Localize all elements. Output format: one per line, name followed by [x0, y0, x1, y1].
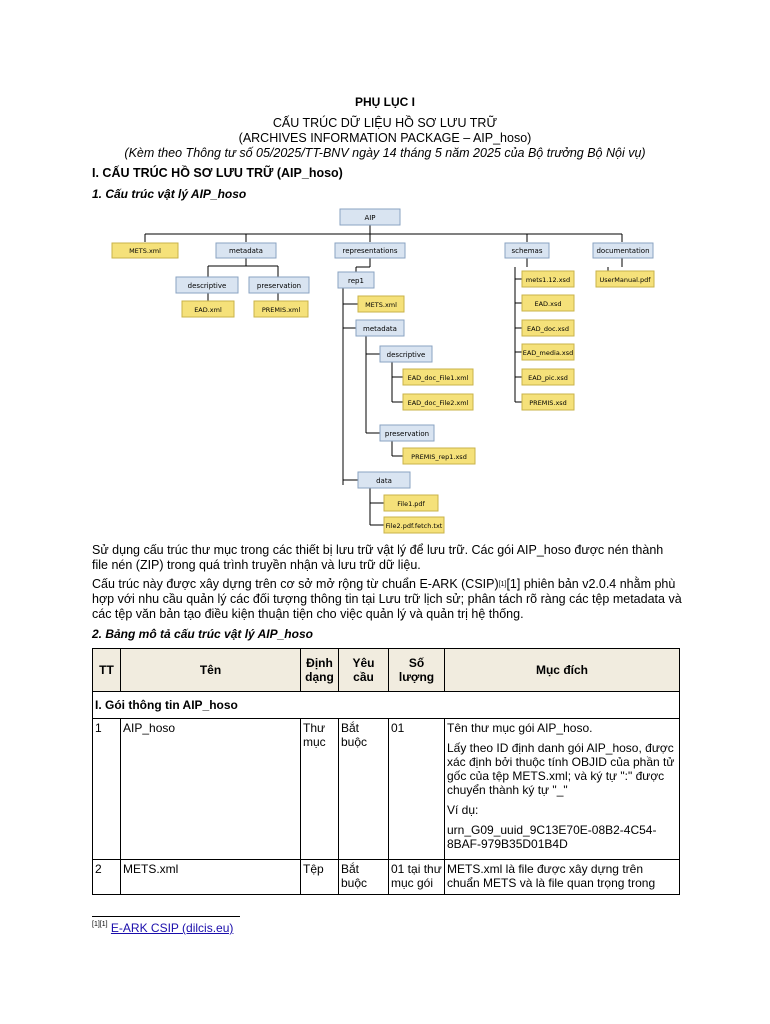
folder-structure-diagram [108, 205, 660, 537]
cell-tt: 1 [93, 719, 121, 860]
file-label: File2.pdf.fetch.txt [385, 522, 443, 530]
folder-label: preservation [384, 430, 430, 438]
document-subtitle: (ARCHIVES INFORMATION PACKAGE – AIP_hoso) [238, 131, 532, 145]
cell-quantity: 01 tại thư mục gói [389, 860, 445, 895]
cell-format: Tệp [301, 860, 339, 895]
table-row [93, 719, 680, 860]
footnote-mark: [1][1] [92, 921, 108, 928]
footnote-separator [92, 916, 240, 917]
table-section-row [93, 692, 680, 719]
purpose-line: urn_G09_uuid_9C13E70E-08B2-4C54-8BAF-979B35D01B4D [447, 823, 657, 851]
paragraph-storage: Sử dụng cấu trúc thư mục trong các thiết bị lưu trữ vật lý để lưu trữ. Các gói AIP_hoso được nén thành file nén (ZIP) trong quá trình truyền nhận và lưu trữ dữ liệu. [92, 543, 664, 572]
file-label: EAD.xml [194, 306, 222, 314]
file-label: PREMIS.xsd [529, 399, 567, 407]
purpose-line: Ví dụ: [447, 803, 479, 817]
folder-label: rep1 [348, 277, 364, 285]
purpose-line: Lấy theo ID định danh gói AIP_hoso, được xác định bởi thuộc tính OBJID của phần tử gốc của tệp METS.xml; và ký tự ":" được chuyển thành ký tự "_" [447, 741, 675, 797]
cell-format: Thư mục [301, 719, 339, 860]
folder-label: preservation [256, 282, 302, 290]
document-title: CẤU TRÚC DỮ LIỆU HỒ SƠ LƯU TRỮ [272, 116, 498, 130]
footnote-ref[interactable]: [1] [498, 581, 507, 588]
subsection-heading-1: 1. Cấu trúc vật lý AIP_hoso [92, 187, 247, 201]
cell-requirement: Bắt buộc [339, 860, 389, 895]
document-note: (Kèm theo Thông tư số 05/2025/TT-BNV ngày 14 tháng 5 năm 2025 của Bộ trưởng Bộ Nội vụ) [124, 146, 646, 160]
file-label: File1.pdf [397, 500, 425, 508]
header-tt: TT [93, 649, 121, 692]
folder-label: documentation [596, 247, 650, 255]
file-label: METS.xml [129, 247, 161, 255]
header-requirement: Yêu cầu [339, 649, 389, 692]
paragraph-text: [1] phiên bản v2.0.4 nhằm phù hợp với nhu cầu quản lý các đối tượng thông tin tại Lưu trữ lịch sử; phân tách rõ ràng các tệp metadata và các tệp văn bản tạo điều kiện thuận tiện cho việc quản lý và quản trị hệ thống. [92, 577, 682, 621]
folder-label: representations [342, 247, 398, 255]
header-purpose: Mục đích [445, 649, 680, 692]
footnote-link[interactable]: E-ARK CSIP (dilcis.eu) [110, 921, 234, 935]
paragraph-text: Cấu trúc này được xây dựng trên cơ sở mở rộng từ chuẩn E-ARK (CSIP) [92, 577, 499, 591]
cell-tt: 2 [93, 860, 121, 895]
section-cell: I. Gói thông tin AIP_hoso [93, 692, 680, 719]
cell-quantity: 01 [389, 719, 445, 860]
file-label: EAD_pic.xsd [528, 374, 568, 382]
purpose-line: Tên thư mục gói AIP_hoso. [447, 721, 593, 735]
appendix-title: PHỤ LỤC I [355, 95, 415, 109]
file-label: EAD_doc_File1.xml [407, 374, 469, 382]
table-row [93, 860, 680, 895]
header-format: Định dạng [301, 649, 339, 692]
file-label: mets1.12.xsd [525, 276, 571, 284]
paragraph-structure [92, 577, 682, 622]
folder-label: descriptive [187, 282, 227, 290]
subsection-heading-2: 2. Bảng mô tả cấu trúc vật lý AIP_hoso [92, 627, 313, 641]
folder-label: metadata [229, 247, 263, 255]
cell-purpose: METS.xml là file được xây dựng trên chuẩn METS và là file quan trọng trong [445, 860, 680, 895]
folder-label: schemas [511, 247, 543, 255]
file-label: EAD_doc.xsd [527, 325, 569, 333]
cell-name: METS.xml [121, 860, 301, 895]
footnote [92, 921, 233, 935]
cell-purpose [445, 719, 680, 860]
table-header-row [93, 649, 680, 692]
file-label: EAD_doc_File2.xml [407, 399, 469, 407]
section-heading: I. CẤU TRÚC HỒ SƠ LƯU TRỮ (AIP_hoso) [92, 166, 343, 180]
file-label: PREMIS.xml [261, 306, 301, 314]
header-quantity: Số lượng [389, 649, 445, 692]
cell-name: AIP_hoso [121, 719, 301, 860]
structure-table [92, 648, 680, 895]
folder-label: data [376, 477, 392, 485]
folder-label: AIP [364, 214, 376, 222]
file-label: METS.xml [365, 301, 397, 309]
header-name: Tên [121, 649, 301, 692]
file-label: UserManual.pdf [599, 276, 651, 284]
file-label: PREMIS_rep1.xsd [411, 453, 467, 461]
file-label: EAD_media.xsd [522, 349, 574, 357]
file-label: EAD.xsd [534, 300, 562, 308]
cell-requirement: Bắt buộc [339, 719, 389, 860]
folder-label: descriptive [386, 351, 426, 359]
folder-label: metadata [363, 325, 397, 333]
